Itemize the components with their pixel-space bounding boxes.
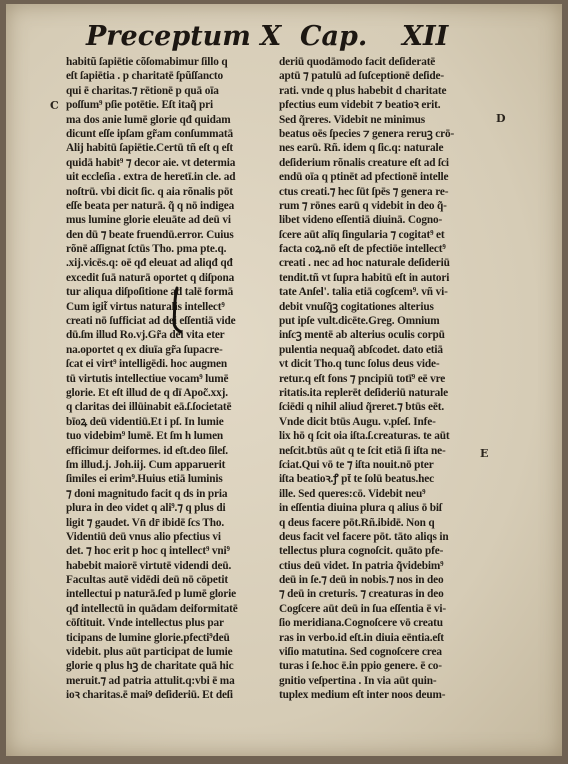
text-line: ⁊ deū in creturis. ⁊ creaturas in deo (279, 588, 444, 601)
text-line: aptū ⁊ patulū ad ſuſceptionē deſide- (279, 70, 444, 83)
header-chapter-label: Cap. (300, 21, 368, 52)
text-line: ſcere aūt alīq ſingularia ⁊ cogitat⁹ et (279, 228, 445, 241)
text-line: efficimur deiformes. id eſt.deo ſileſ. (66, 444, 228, 457)
text-line: ſciat.Qui vō te ⁊ iſta nouit.nō pter (279, 458, 434, 471)
text-line: mus lumine glorie eleuāte ad deū vi (66, 214, 231, 227)
text-line: gnitio veſpertina . In via aūt quin- (279, 674, 437, 687)
text-line: beatus oēs ſpecies ⁊ genera reruꝫ crō- (279, 127, 455, 140)
text-line: .xij.vicēs.q: oē qđ eleuat ad aliqđ qđ (66, 257, 233, 270)
text-line: plura in deo videt q ali⁹.⁊ q plus di (66, 502, 226, 515)
text-line: tendit.tñ vt ſupra habitū eſt in autori (279, 271, 450, 284)
header-title: Preceptum X (86, 21, 282, 52)
text-line: Alij habitū ſapiētie.Certū tñ eſt q eſt (66, 142, 234, 155)
ink-bracket-mark (168, 286, 184, 334)
text-line: glorie q plus hꝫ de charitate quā hic (66, 660, 234, 673)
text-line: tellectus plura cognoſcit. quāto pfe- (279, 545, 444, 558)
text-line: intellectui p naturā.ſed p lumē glorie (66, 588, 237, 601)
text-line: ſciēdi q nihil aliud q̃reret.⁊ btūs eēt. (279, 401, 445, 414)
text-line: pfectius eum videbit ⁊ beatioꝛ erit. (279, 99, 441, 112)
text-line: glorie. Et eſt illud de q dī Apoc̃.xxj. (66, 386, 228, 399)
text-line: q deus facere pōt.Rñ.ibidē. Non q (279, 516, 435, 529)
text-line: ⁊ doni magnitudo facit q ds in pria (66, 487, 228, 500)
text-line: ras in verbo.id eſt.in diuia eēntia.eſt (279, 631, 444, 644)
text-line: tuo videbim⁹ lumē. Et ſm h lumen (66, 430, 224, 443)
text-line: Sed q̃reres. Videbit ne minimus (279, 113, 426, 126)
text-line: creati nō ſufficiat ad dei eſſentiā vide (66, 315, 236, 328)
text-line: eſſe beata per naturā. q̃ q nō indigea (66, 199, 235, 212)
text-line: ma dos anie lumē glorie qđ quidam (66, 113, 231, 126)
text-line: noſtrū. vbi dicit ſic. q aia rõnalis pōt (66, 185, 233, 198)
text-line: bīoꝝ deū videntiū.Et i pſ. In lumie (66, 415, 224, 428)
text-line: creati . nec ad hoc naturale deſideriū (279, 257, 450, 270)
text-line: deſiderium rõnalis creature eſt ad ſci (279, 156, 449, 169)
text-line: nes earū. Rñ. idem q ſic.q: naturale (279, 142, 444, 155)
text-line: in eſſentia diuina plura q alius ō biſ (279, 502, 442, 515)
text-line: meruit.⁊ ad patria attulit.q:vbi ē ma (66, 674, 235, 687)
text-line: na.oportet q ex diuīa gr̃a ſupacre- (66, 343, 223, 356)
text-line: det. ⁊ hoc erit p hoc q intellect⁹ vni⁹ (66, 545, 230, 558)
text-line: dū.ſm illud Ro.vj.Gr̃a dei vita eter (66, 329, 225, 342)
text-line: inſcꝫ mentē ab alterius oculis corpū (279, 329, 445, 342)
text-line: turas i ſe.hoc ē.in ppio genere. ē co- (279, 660, 442, 673)
text-line: rati. vnde q plus habebit d charitate (279, 84, 447, 97)
text-line: rum ⁊ rōnes earū q videbit in deo q̃- (279, 199, 447, 212)
text-line: dicunt eſſe ipſam gr̃am conſummatā (66, 127, 234, 140)
text-line: deus facit vel facere pōt. tāto aliqs in (279, 530, 449, 543)
text-line: Vnde dicit btūs Augu. v.pſeſ. Infe- (279, 415, 436, 428)
text-line: habebit maiorē virtutē videndi deū. (66, 559, 232, 572)
text-line: videbit. plus aūt participat de lumie (66, 646, 233, 659)
text-line: ticipans de lumine glorie.pfecti⁹deū (66, 631, 230, 644)
text-line: deū in ſe.⁊ deū in nobis.⁊ nos in deo (279, 574, 444, 587)
text-line: ritatis.ita replerēt deſideriū naturale (279, 386, 449, 399)
text-line: ſimiles ei erim⁹.Huius etiā luminis (66, 473, 223, 486)
text-line: ctus creati.⁊ hec ſūt ſpēs ⁊ genera re- (279, 185, 449, 198)
text-line: tū virtutis intellectiue vocam⁹ lumē (66, 372, 229, 385)
text-line: qđ intellectū in quādam deiformitatē (66, 602, 238, 615)
text-line: qui ē charitas.⁊ rētionē p quā oīa (66, 84, 219, 97)
text-line: eſt ſapiētia . p charitatē ſpũſſancto (66, 70, 223, 83)
text-line: ſm illud.j. Joh.iij. Cum apparuerit (66, 458, 226, 471)
margin-letter-e: E (480, 447, 489, 460)
text-line: debit vnuſq̃ꝫ cogitationes alterius (279, 300, 434, 313)
text-line: ioꝛ charitas.ē maiꝰ deſideriū. Et deſi (66, 689, 233, 702)
text-line: lix hō q ſcit oia iſta.ſ.creaturas. te aūt (279, 430, 450, 443)
margin-letter-c: C (50, 99, 59, 112)
text-line: quidā habit⁹ ⁊ decor aie. vt determia (66, 156, 236, 169)
text-line: cōſtituit. Vnde intellectus plus par (66, 617, 224, 630)
text-line: retur.q eſt fons ⁊ pncipiū totī⁹ eē vre (279, 372, 446, 385)
text-line: put ipſe vult.dicēte.Greg. Omnium (279, 315, 440, 328)
text-line: poſſum⁹ pſie potētie. Eſt itaq̃ pri (66, 99, 214, 112)
text-line: Videntiū deū vnus alio pfectius vi (66, 530, 221, 543)
text-line: rõnē aſſignat ſctūs Tho. pma pte.q. (66, 243, 227, 256)
text-line: Facultas autē vidēdi deū nō cōpetit (66, 574, 229, 587)
running-header (86, 18, 486, 56)
text-line: q claritas dei illūinabit eā.ſ.ſocietatē (66, 401, 232, 414)
text-line: facta coꝝ.nō eſt de pfectiōe intellect⁹ (279, 243, 446, 256)
text-line: habitũ ſapiētie cõſomabimur ſillo q (66, 56, 228, 68)
text-line: neſcit.btūs aūt q te ſcit etiā ſi iſta ne- (279, 444, 446, 457)
text-line: excedit ſuā naturā oportet q diſpona (66, 271, 235, 284)
text-line: vt dicit Tho.q tunc ſolus deus vide- (279, 358, 440, 371)
text-line: tuplex medium eſt inter noos deum- (279, 689, 446, 702)
text-line: tate Anſel'. talia etiā cogſcem⁹. vñ vi- (279, 286, 448, 299)
text-line: ſio meridiana.Cognoſcere vō creatu (279, 617, 443, 630)
right-text-column (279, 55, 475, 703)
text-line: den dū ⁊ beate fruendū.error. Cuius (66, 228, 234, 241)
text-line: ille. Sed queres:cō. Videbit neu⁹ (279, 487, 426, 500)
text-line: ſcat ei virt⁹ intelligēdi. hoc augmen (66, 358, 227, 371)
text-line: deriū quodāmodo facit deſideratē (279, 56, 436, 68)
text-line: ligit ⁊ gaudet. Vn̄ dr̄ ibidē ſcs Tho. (66, 516, 225, 529)
text-line: ctius deū videt. In patria q̃videbim⁹ (279, 559, 444, 572)
text-line: viſio matutina. Sed cognoſcere crea (279, 646, 442, 659)
header-chapter-number: XII (402, 21, 449, 52)
text-line: Cum igit̃ virtus naturalis intellect⁹ (66, 300, 225, 313)
margin-letter-d: D (496, 112, 506, 125)
text-line: Cogſcere aūt deū in ſua eſſentia ē vi- (279, 602, 446, 615)
text-line: libet videno eſſentiā diuinā. Cogno- (279, 214, 443, 227)
text-line: pulentia nequaq̃ abſcodet. dato etiā (279, 343, 443, 356)
text-line: uit eccleſia . extra de heretī.in cle. ad (66, 171, 236, 184)
text-line: tur aliqua diſpoſitione ad talē formā (66, 286, 234, 299)
text-line: endū oīa q ptinēt ad pfectionē intelle (279, 171, 449, 184)
text-line: iſta beatioꝛ.ꝭ pt̄ te ſolū beatus.hec (279, 473, 434, 486)
left-text-column (66, 55, 266, 703)
